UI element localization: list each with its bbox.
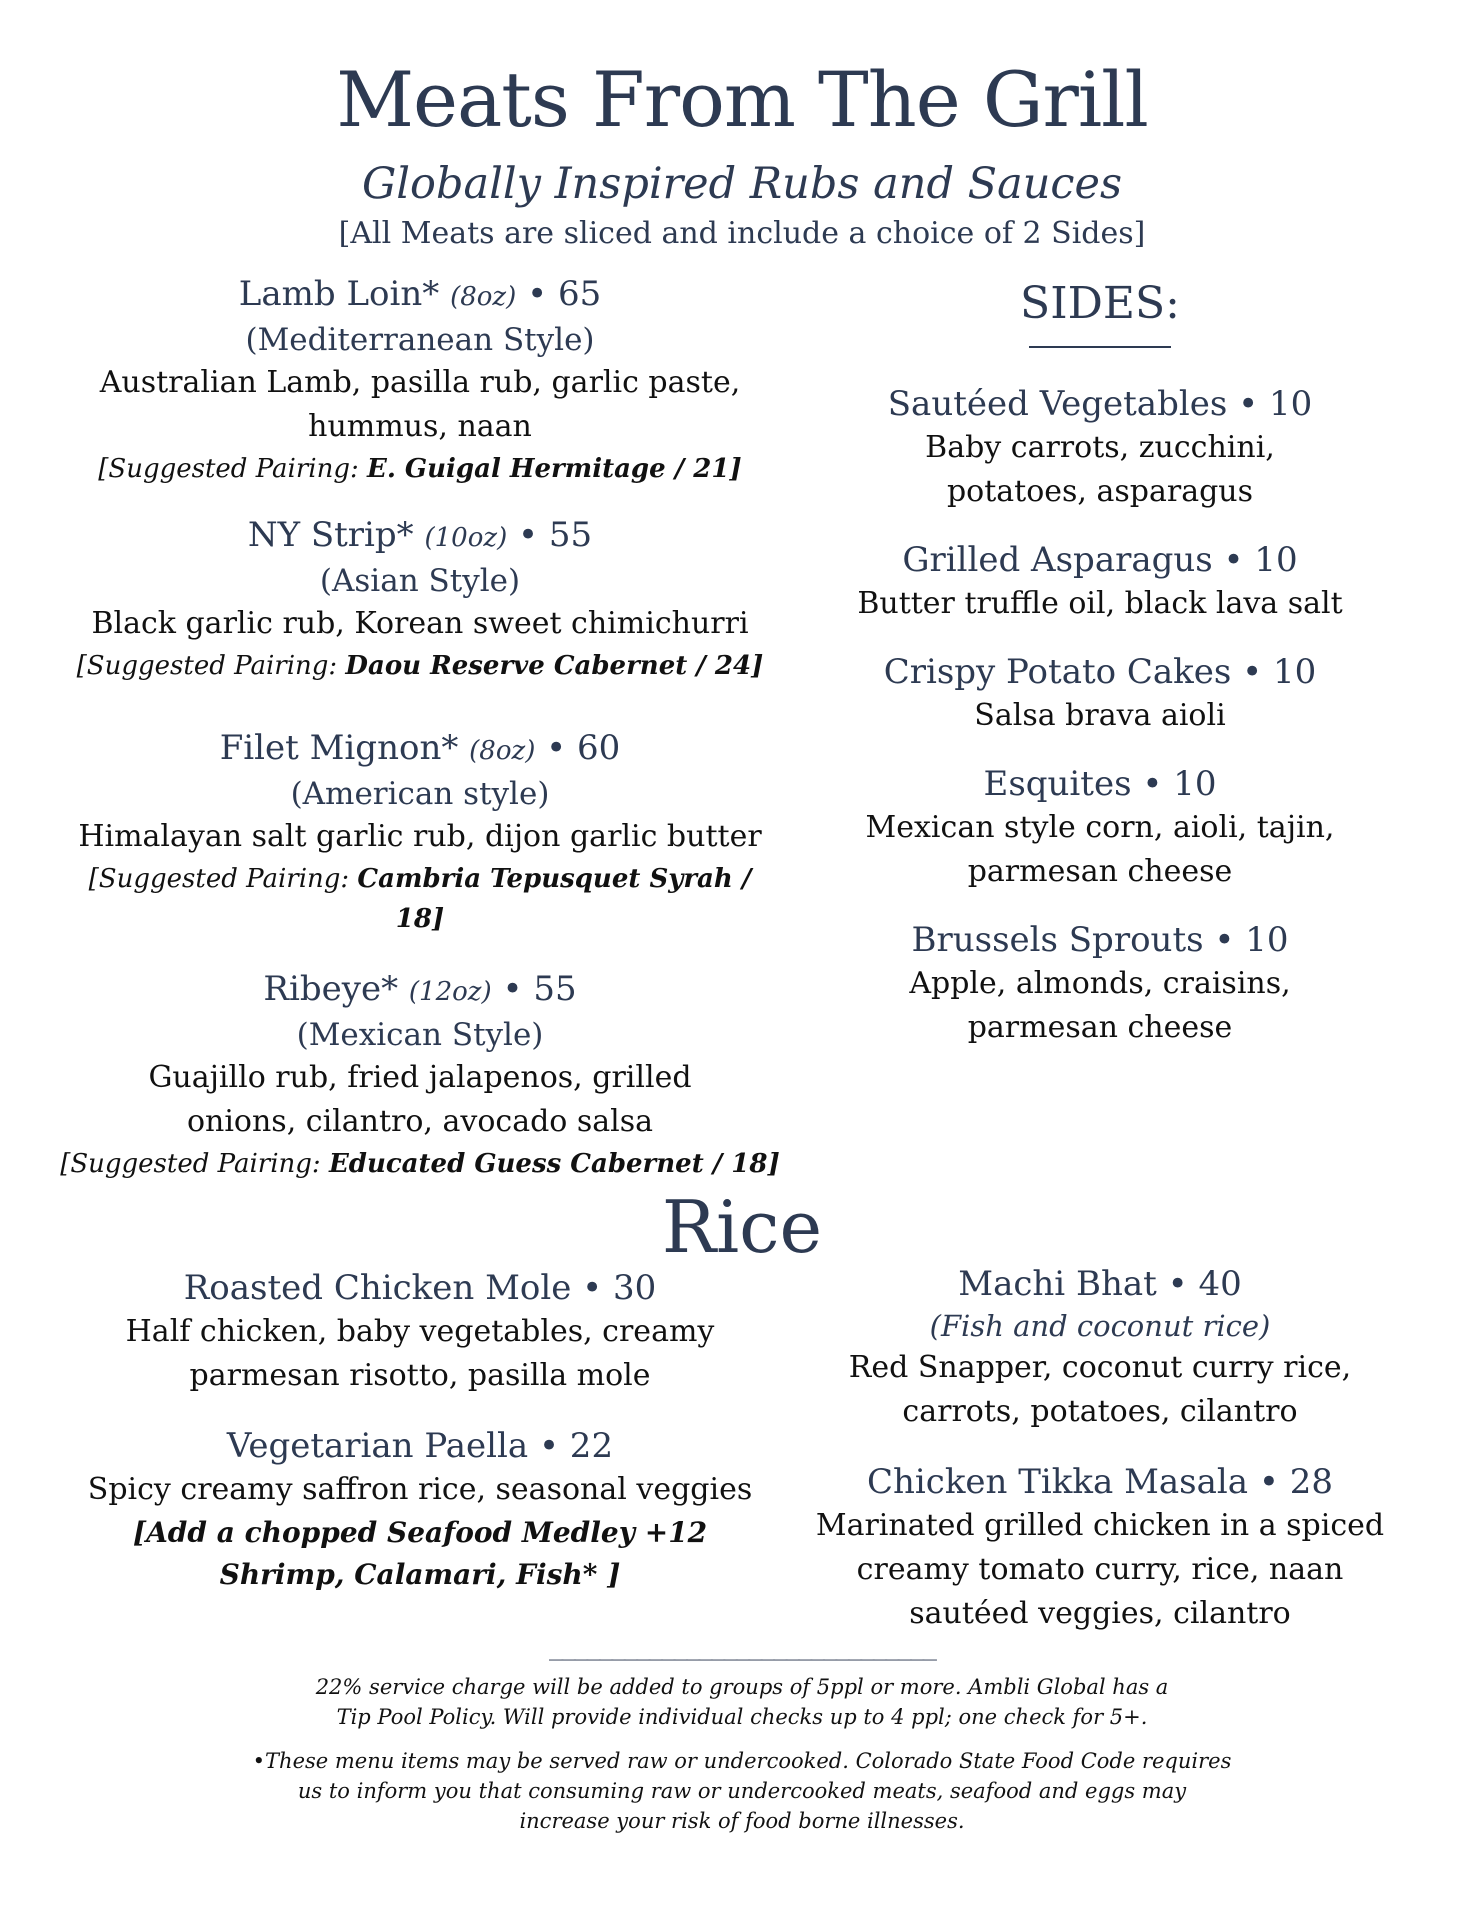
meat-name	[60, 272, 780, 319]
sides-section	[810, 272, 1390, 1050]
warning-line: •These menu items may be served raw or undercooked. Colorado State Food Code requires	[252, 1749, 1232, 1773]
meat-item-ribeye	[60, 967, 780, 1184]
rice-desc-line: sautéed veggies, cilantro	[909, 1596, 1291, 1631]
rice-desc-line: parmesan risotto, pasilla mole	[189, 1358, 651, 1393]
meat-name-text: NY Strip*	[247, 515, 414, 555]
side-desc-line: Salsa brava aioli	[974, 698, 1226, 733]
side-item-sauteed-vegetables	[810, 382, 1390, 514]
menu-subtitle: Globally Inspired Rubs and Sauces	[361, 159, 1123, 209]
meat-desc-line: Himalayan salt garlic rub, dijon garlic butter	[78, 819, 762, 854]
side-name: Grilled Asparagus • 10	[902, 540, 1298, 580]
rice-desc-line: Marinated grilled chicken in a spiced	[815, 1508, 1385, 1543]
meat-style: (Mexican Style)	[296, 1017, 544, 1053]
meat-name-text: Lamb Loin*	[238, 274, 440, 314]
meat-name-text: Filet Mignon*	[219, 728, 459, 768]
rice-desc-line: Half chicken, baby vegetables, creamy	[125, 1314, 715, 1349]
service-line: 22% service charge will be added to groups of 5ppl or more. Ambli Global has a	[315, 1675, 1169, 1699]
meat-style: (Mediterranean Style)	[245, 322, 595, 358]
meat-desc-line: Australian Lamb, pasilla rub, garlic paste,	[99, 365, 741, 400]
pairing-wine: Daou Reserve Cabernet / 24]	[345, 651, 764, 681]
meat-size: (10oz)	[424, 523, 508, 553]
pairing-label: [Suggested Pairing:	[88, 864, 350, 894]
meats-note: [All Meats are sliced and include a choice of 2 Sides]	[338, 216, 1146, 251]
side-name: Esquites • 10	[983, 764, 1217, 804]
side-item-grilled-asparagus	[810, 538, 1390, 626]
rice-heading: Rice	[661, 1185, 823, 1269]
side-desc-line: Baby carrots, zucchini,	[925, 430, 1275, 465]
meat-item-lamb-loin	[60, 272, 780, 489]
side-desc-line: Apple, almonds, craisins,	[909, 966, 1291, 1001]
rice-item-name: Vegetarian Paella • 22	[226, 1426, 614, 1466]
pairing-label: [Suggested Pairing:	[76, 651, 338, 681]
service-line: Tip Pool Policy. Will provide individual checks up to 4 ppl; one check for 5+.	[336, 1705, 1148, 1729]
meat-desc-line: Guajillo rub, fried jalapenos, grilled	[148, 1060, 692, 1095]
rice-item-chicken-tikka-masala	[800, 1460, 1400, 1636]
meat-price: • 55	[502, 969, 577, 1009]
seafood-addon: [Add a chopped Seafood Medley +12	[132, 1516, 708, 1549]
sides-underline	[1029, 346, 1171, 348]
warning-line: increase your risk of food borne illnesses.	[519, 1809, 965, 1833]
pairing-label: [Suggested Pairing:	[60, 1149, 321, 1179]
side-name: Crispy Potato Cakes • 10	[883, 652, 1317, 692]
wine-pairing	[60, 859, 780, 939]
meat-price: • 60	[546, 728, 621, 768]
seafood-addon: Shrimp, Calamari, Fish* ]	[219, 1558, 621, 1591]
meat-style: (Asian Style)	[319, 563, 521, 599]
pairing-label: [Suggested Pairing:	[98, 454, 359, 484]
side-item-crispy-potato-cakes	[810, 650, 1390, 738]
side-name: Sautéed Vegetables • 10	[887, 384, 1313, 424]
meat-size: (8oz)	[450, 282, 517, 312]
service-charge-note	[250, 1672, 1234, 1732]
rice-item-vegetarian-paella	[60, 1424, 780, 1596]
meat-desc-line: Black garlic rub, Korean sweet chimichurri	[91, 606, 749, 641]
rice-item-name: Roasted Chicken Mole • 30	[183, 1268, 657, 1308]
meat-name	[60, 513, 780, 560]
wine-pairing	[60, 449, 780, 489]
rice-item-machi-bhat	[800, 1262, 1400, 1434]
rice-item-name: Chicken Tikka Masala • 28	[867, 1462, 1333, 1502]
wine-pairing	[60, 646, 780, 686]
meat-name	[60, 967, 780, 1014]
side-desc-line: Mexican style corn, aioli, tajin,	[865, 810, 1335, 845]
footer-notes	[250, 1672, 1234, 1850]
rice-desc-line: creamy tomato curry, rice, naan	[856, 1552, 1344, 1587]
menu-title: Meats From The Grill	[336, 55, 1148, 144]
side-item-esquites	[810, 762, 1390, 894]
meat-item-ny-strip	[60, 513, 780, 686]
rice-item-name: Machi Bhat • 40	[958, 1264, 1242, 1304]
side-desc-line: Butter truffle oil, black lava salt	[857, 586, 1343, 621]
meat-price: • 65	[527, 274, 602, 314]
side-name: Brussels Sprouts • 10	[911, 920, 1289, 960]
side-item-brussels-sprouts	[810, 918, 1390, 1050]
meat-size: (8oz)	[469, 736, 536, 766]
pairing-wine: Cambria Tepusquet Syrah / 18]	[357, 864, 752, 934]
rice-item-subtitle: (Fish and coconut rice)	[929, 1309, 1271, 1343]
side-desc-line: parmesan cheese	[967, 854, 1233, 889]
meat-size: (12oz)	[408, 977, 492, 1007]
rice-desc-line: Spicy creamy saffron rice, seasonal veggies	[87, 1472, 753, 1507]
meat-desc-line: hummus, naan	[308, 409, 532, 444]
raw-food-warning	[250, 1746, 1234, 1836]
rice-left-column	[60, 1266, 780, 1596]
wine-pairing	[60, 1144, 780, 1184]
pairing-wine: Educated Guess Cabernet / 18]	[328, 1149, 780, 1179]
sides-heading: SIDES:	[1020, 278, 1180, 329]
meat-name-text: Ribeye*	[263, 969, 399, 1009]
meat-desc-line: onions, cilantro, avocado salsa	[186, 1104, 654, 1139]
rice-desc-line: carrots, potatoes, cilantro	[902, 1394, 1298, 1429]
meat-price: • 55	[518, 515, 593, 555]
footer-divider: _______________________________	[549, 1633, 935, 1661]
meats-section	[60, 272, 780, 1184]
rice-item-roasted-chicken-mole	[60, 1266, 780, 1398]
meat-style: (American style)	[290, 776, 550, 812]
rice-desc-line: Red Snapper, coconut curry rice,	[848, 1350, 1352, 1385]
meat-item-filet-mignon	[60, 726, 780, 939]
pairing-wine: E. Guigal Hermitage / 21]	[367, 454, 742, 484]
side-desc-line: potatoes, asparagus	[946, 474, 1254, 509]
warning-line: us to inform you that consuming raw or undercooked meats, seafood and eggs may	[297, 1779, 1187, 1803]
meat-name	[60, 726, 780, 773]
rice-right-column	[800, 1262, 1400, 1636]
side-desc-line: parmesan cheese	[967, 1010, 1233, 1045]
